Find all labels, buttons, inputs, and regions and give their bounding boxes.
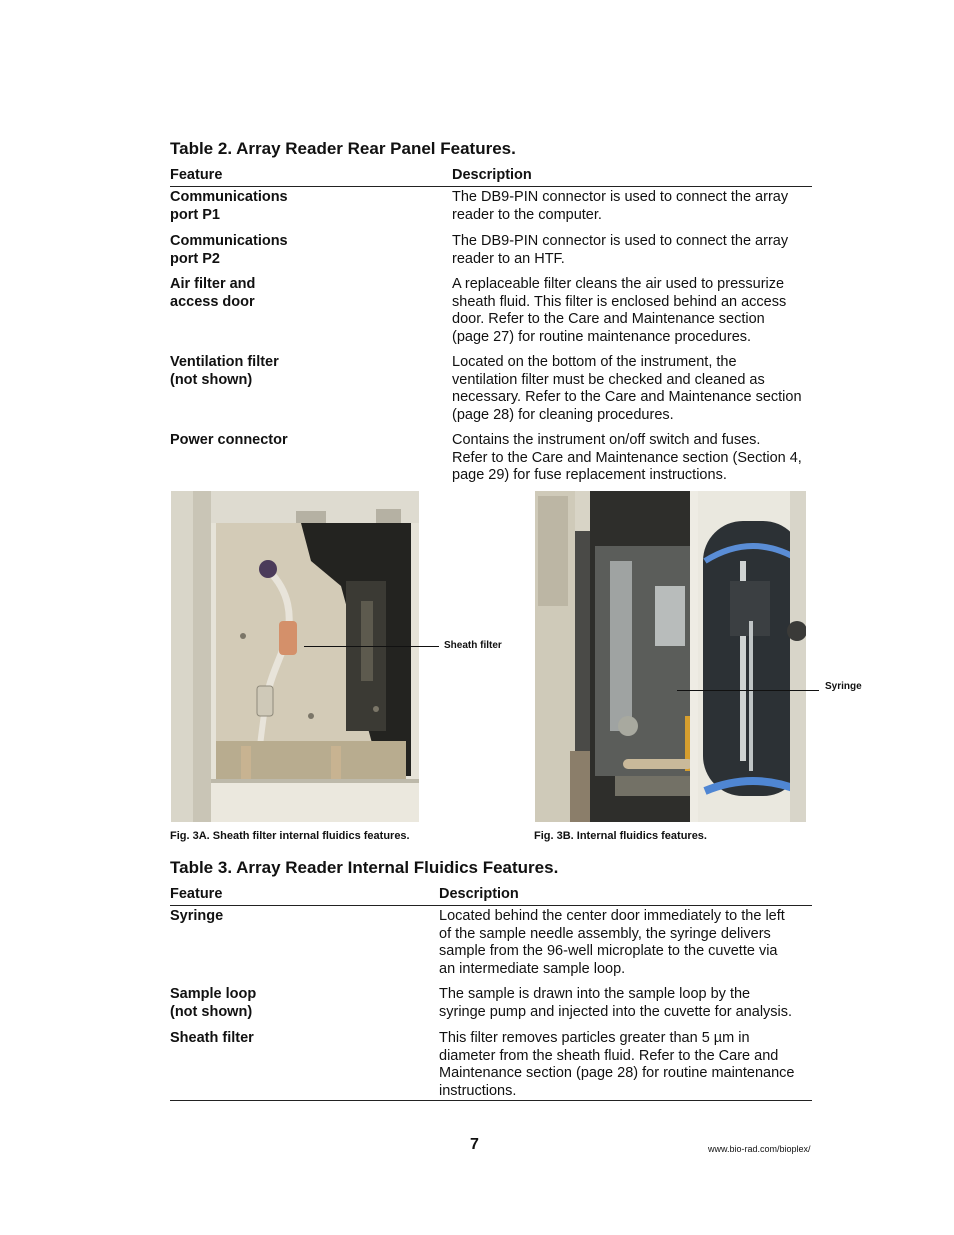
table2-header-description: Description — [452, 167, 532, 183]
sheath-filter-callout: Sheath filter — [444, 640, 502, 651]
table2-row-5-description: Contains the instrument on/off switch and fuses. Refer to the Care and Maintenance section (Section 4, page 29) for fuse replacement instructions. — [452, 432, 802, 483]
footer-url[interactable]: www.bio-rad.com/bioplex/ — [708, 1144, 811, 1154]
table3-row-3-feature: Sheath filter — [170, 1030, 254, 1046]
fig3b-caption: Fig. 3B. Internal fluidics features. — [534, 830, 707, 842]
table3-header-feature: Feature — [170, 886, 223, 902]
table2-row-5-feature: Power connector — [170, 432, 288, 448]
syringe-callout: Syringe — [825, 681, 862, 692]
table3-row-3-description: This filter removes particles greater than 5 µm in diameter from the sheath fluid. Refer to the Care and Maintenance section (page 28) for routine maintenance instructions. — [439, 1030, 795, 1099]
table2-row-2-feature: Communications port P2 — [170, 233, 288, 267]
table2-row-4-feature: Ventilation filter (not shown) — [170, 354, 279, 388]
table2-title: Table 2. Array Reader Rear Panel Features. — [170, 139, 516, 158]
table3-title: Table 3. Array Reader Internal Fluidics Features. — [170, 858, 559, 877]
table3-row-2-feature: Sample loop (not shown) — [170, 986, 257, 1020]
table2-row-1-feature: Communications port P1 — [170, 189, 288, 223]
table2-header-rule — [170, 186, 812, 187]
sheath-filter-leader-line — [304, 646, 439, 647]
table3-row-2-description: The sample is drawn into the sample loop by the syringe pump and injected into the cuvette for analysis. — [439, 986, 793, 1020]
table3-row-1-description: Located behind the center door immediately to the left of the sample needle assembly, the syringe delivers sample from the 96-well microplate to the cuvette via an intermediate sample loop. — [439, 908, 785, 977]
fig3a-caption: Fig. 3A. Sheath filter internal fluidics features. — [170, 830, 410, 842]
table2-row-2-description: The DB9-PIN connector is used to connect the array reader to an HTF. — [452, 233, 789, 267]
table3-header-rule — [170, 905, 812, 906]
table3-row-1-feature: Syringe — [170, 908, 224, 924]
table3-header-description: Description — [439, 886, 519, 902]
syringe-leader-line — [677, 690, 819, 691]
table2-row-3-description: A replaceable filter cleans the air used to pressurize sheath fluid. This filter is enclosed behind an access door. Refer to the Care and Maintenance section (page 27) for routine maintenance procedures. — [452, 276, 787, 345]
table2-header-feature: Feature — [170, 167, 223, 183]
table2-row-1-description: The DB9-PIN connector is used to connect the array reader to the computer. — [452, 189, 789, 223]
page-number: 7 — [470, 1136, 479, 1153]
fig3b-photo — [535, 491, 806, 822]
table2-row-3-feature: Air filter and access door — [170, 276, 256, 310]
table3-bottom-rule — [170, 1100, 812, 1101]
table2-row-4-description: Located on the bottom of the instrument, the ventilation filter must be checked and cleaned as necessary. Refer to the Care and Maintenance section (page 28) for cleaning procedures. — [452, 354, 802, 423]
fig3a-photo — [171, 491, 419, 822]
